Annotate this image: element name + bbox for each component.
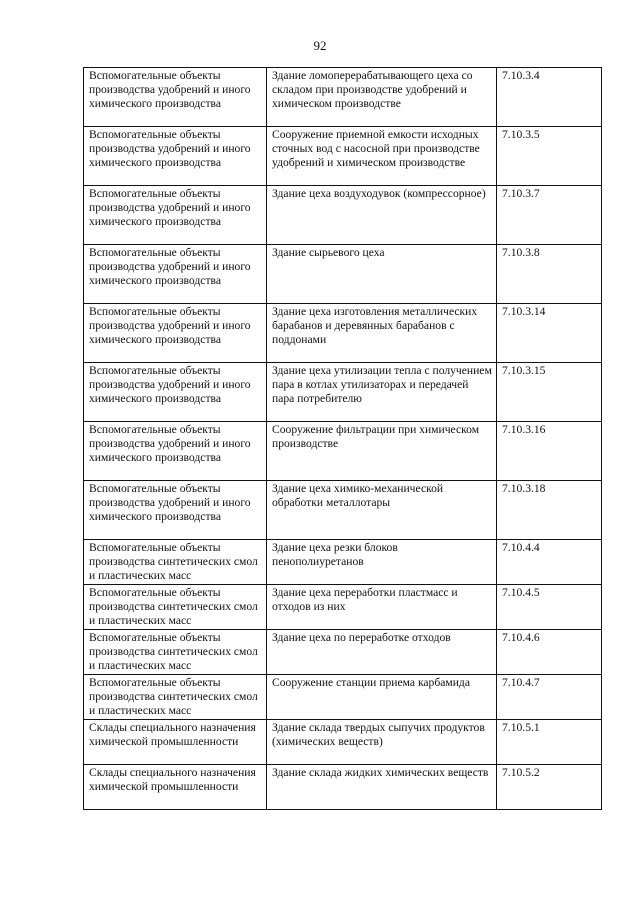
facility-cell: Вспомогательные объекты производства удобрений и иного химического производства (84, 422, 267, 481)
code-cell: 7.10.4.5 (497, 585, 602, 630)
code-cell: 7.10.3.4 (497, 68, 602, 127)
code-cell: 7.10.4.6 (497, 630, 602, 675)
building-cell: Сооружение фильтрации при химическом производстве (267, 422, 497, 481)
facility-cell: Вспомогательные объекты производства удобрений и иного химического производства (84, 304, 267, 363)
page-number: 92 (313, 38, 327, 53)
table-row (84, 422, 602, 481)
facility-cell: Склады специального назначения химической промышленности (84, 720, 267, 765)
table-row (84, 481, 602, 540)
facility-cell: Вспомогательные объекты производства синтетических смол и пластических масс (84, 540, 267, 585)
building-cell: Сооружение приемной емкости исходных сточных вод с насосной при производстве удобрений и химическом производстве (267, 127, 497, 186)
building-cell: Здание цеха резки блоков пенополиуретанов (267, 540, 497, 585)
table-row (84, 245, 602, 304)
table-row (84, 720, 602, 765)
code-cell: 7.10.3.15 (497, 363, 602, 422)
building-cell: Сооружение станции приема карбамида (267, 675, 497, 720)
code-cell: 7.10.3.8 (497, 245, 602, 304)
table-row (84, 675, 602, 720)
facility-cell: Вспомогательные объекты производства удобрений и иного химического производства (84, 481, 267, 540)
table-row (84, 68, 602, 127)
building-cell: Здание цеха изготовления металлических барабанов и деревянных барабанов с поддонами (267, 304, 497, 363)
building-cell: Здание цеха утилизации тепла с получением пара в котлах утилизаторах и передачей пара потребителю (267, 363, 497, 422)
classification-table (83, 67, 602, 810)
table-row (84, 540, 602, 585)
building-cell: Здание сырьевого цеха (267, 245, 497, 304)
table-row (84, 127, 602, 186)
building-cell: Здание ломоперерабатывающего цеха со складом при производстве удобрений и химическом производстве (267, 68, 497, 127)
facility-cell: Вспомогательные объекты производства удобрений и иного химического производства (84, 186, 267, 245)
table-row (84, 363, 602, 422)
facility-cell: Вспомогательные объекты производства удобрений и иного химического производства (84, 363, 267, 422)
building-cell: Здание цеха по переработке отходов (267, 630, 497, 675)
table-row (84, 630, 602, 675)
building-cell: Здание склада твердых сыпучих продуктов (химических веществ) (267, 720, 497, 765)
facility-cell: Вспомогательные объекты производства удобрений и иного химического производства (84, 68, 267, 127)
code-cell: 7.10.3.16 (497, 422, 602, 481)
facility-cell: Склады специального назначения химической промышленности (84, 765, 267, 810)
code-cell: 7.10.3.18 (497, 481, 602, 540)
facility-cell: Вспомогательные объекты производства удобрений и иного химического производства (84, 245, 267, 304)
code-cell: 7.10.4.4 (497, 540, 602, 585)
code-cell: 7.10.3.14 (497, 304, 602, 363)
table-row (84, 585, 602, 630)
table-row (84, 186, 602, 245)
facility-cell: Вспомогательные объекты производства синтетических смол и пластических масс (84, 585, 267, 630)
facility-cell: Вспомогательные объекты производства синтетических смол и пластических масс (84, 675, 267, 720)
facility-cell: Вспомогательные объекты производства синтетических смол и пластических масс (84, 630, 267, 675)
table-row (84, 765, 602, 810)
code-cell: 7.10.4.7 (497, 675, 602, 720)
code-cell: 7.10.5.1 (497, 720, 602, 765)
facility-cell: Вспомогательные объекты производства удобрений и иного химического производства (84, 127, 267, 186)
building-cell: Здание цеха химико-механической обработки металлотары (267, 481, 497, 540)
table-row (84, 304, 602, 363)
code-cell: 7.10.3.7 (497, 186, 602, 245)
code-cell: 7.10.5.2 (497, 765, 602, 810)
code-cell: 7.10.3.5 (497, 127, 602, 186)
building-cell: Здание цеха воздуходувок (компрессорное) (267, 186, 497, 245)
building-cell: Здание цеха переработки пластмасс и отходов из них (267, 585, 497, 630)
building-cell: Здание склада жидких химических веществ (267, 765, 497, 810)
